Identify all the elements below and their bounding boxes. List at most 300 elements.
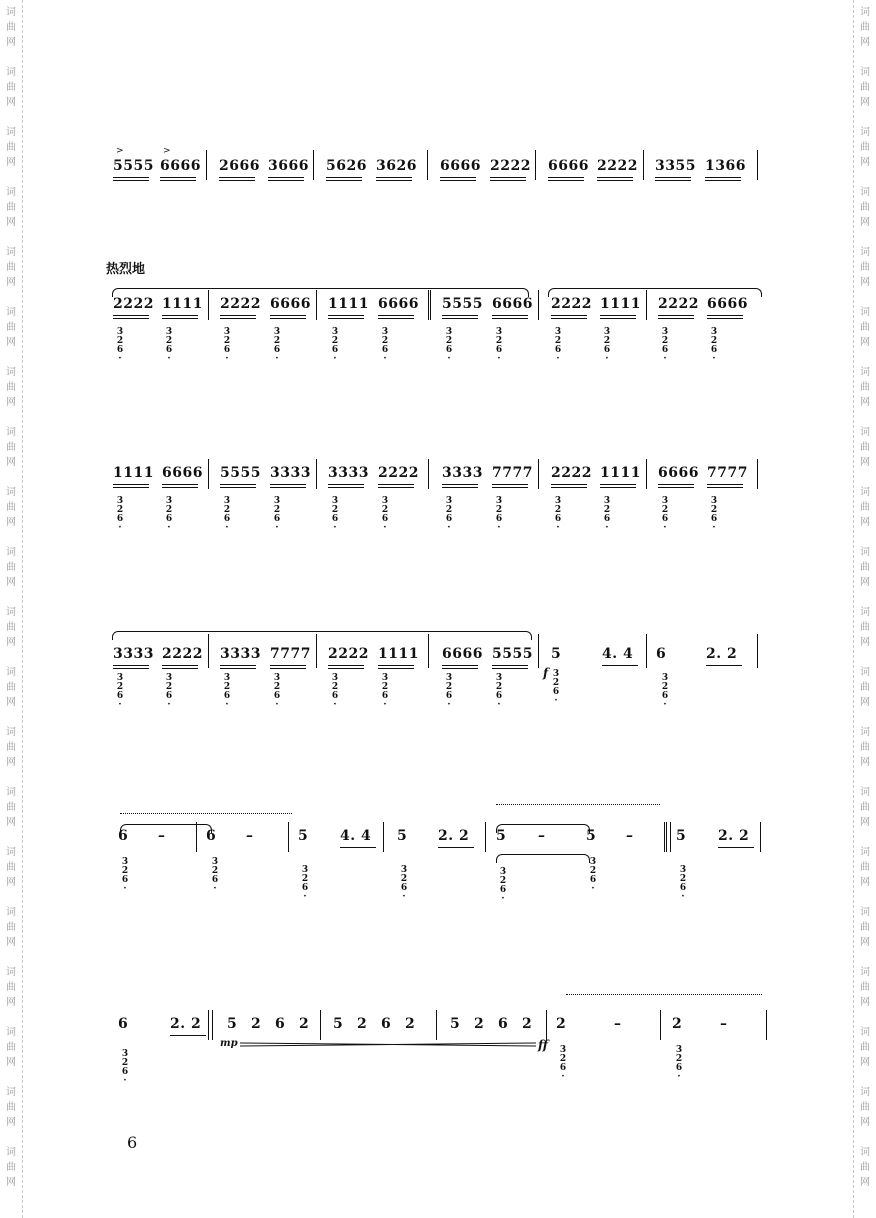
octave-dot: · [663, 700, 667, 710]
chord-digit: 3 [559, 1045, 567, 1055]
chord-stack [222, 674, 232, 710]
chord-digit: 6 [445, 345, 453, 355]
bar-line [208, 634, 209, 668]
chord-digit: 6 [445, 514, 453, 524]
watermark-char: 词 [860, 307, 870, 318]
underline-beam [270, 484, 306, 485]
octave-dot: · [447, 700, 451, 710]
chord-digit: 3 [445, 673, 453, 683]
note-group: 5 [676, 828, 687, 844]
bar-line [757, 150, 758, 180]
chord-stack [660, 674, 670, 710]
chord-digit: 3 [381, 496, 389, 506]
chord-stack [330, 674, 340, 710]
octave-dot: · [333, 700, 337, 710]
watermark-char: 曲 [860, 922, 870, 933]
chord-digit: 3 [589, 857, 597, 867]
bar-line [664, 822, 665, 852]
underline-beam [376, 180, 412, 181]
octave-dot: · [167, 523, 171, 533]
note-group: – [158, 828, 166, 844]
chord-digit: 6 [116, 345, 124, 355]
watermark-char: 词 [6, 907, 16, 918]
chord-digit: 3 [211, 857, 219, 867]
octave-dot: · [383, 700, 387, 710]
watermark-char: 词 [860, 1027, 870, 1038]
chord-digit: 3 [499, 867, 507, 877]
chord-digit: 3 [273, 327, 281, 337]
watermark-char: 网 [6, 1177, 16, 1188]
chord-digit: 6 [273, 514, 281, 524]
watermark-char: 词 [6, 67, 16, 78]
underline-beam [160, 177, 196, 178]
bar-line [646, 459, 647, 489]
watermark-char: 词 [860, 607, 870, 618]
chord-stack [300, 866, 310, 902]
octave-dot: · [123, 1076, 127, 1086]
watermark-char: 词 [6, 1087, 16, 1098]
note-group: 5 [551, 646, 562, 662]
tremolo-line [120, 813, 292, 820]
underline-beam [113, 180, 149, 181]
octave-dot: · [556, 354, 560, 364]
watermark-char: 网 [860, 337, 870, 348]
chord-digit: 2 [400, 874, 408, 884]
chord-digit: 2 [381, 336, 389, 346]
bar-line [208, 290, 209, 320]
octave-dot: · [225, 354, 229, 364]
watermark-char: 网 [860, 757, 870, 768]
chord-digit: 2 [165, 336, 173, 346]
watermark-char: 网 [6, 37, 16, 48]
chord-digit: 6 [211, 875, 219, 885]
bar-line [208, 459, 209, 489]
underline-beam [376, 177, 412, 178]
note-group: 2 [522, 1016, 533, 1032]
chord-digit: 6 [400, 883, 408, 893]
watermark-char: 曲 [6, 382, 16, 393]
note-group: 2 [474, 1016, 485, 1032]
watermark-char: 曲 [6, 82, 16, 93]
chord-digit: 3 [331, 673, 339, 683]
chord-digit: 3 [661, 673, 669, 683]
note-group: 1111 [378, 646, 419, 662]
note-group: 5 [333, 1016, 344, 1032]
chord-digit: 2 [301, 874, 309, 884]
chord-digit: 6 [165, 345, 173, 355]
chord-digit: 3 [381, 673, 389, 683]
underline-beam [340, 847, 376, 848]
chord-digit: 3 [381, 327, 389, 337]
chord-digit: 3 [116, 327, 124, 337]
chord-digit: 2 [603, 336, 611, 346]
watermark-char: 网 [860, 37, 870, 48]
chord-stack [120, 858, 130, 894]
chord-digit: 2 [661, 336, 669, 346]
chord-stack [330, 328, 340, 364]
bar-line [643, 150, 644, 180]
underline-beam [328, 315, 364, 316]
bar-line [485, 822, 486, 852]
chord-stack [498, 868, 508, 904]
underline-beam [548, 180, 584, 181]
watermark-char: 曲 [6, 22, 16, 33]
bar-line [313, 150, 314, 180]
octave-dot: · [447, 354, 451, 364]
octave-dot: · [123, 884, 127, 894]
underline-beam [706, 665, 742, 666]
chord-digit: 3 [116, 496, 124, 506]
chord-digit: 2 [273, 336, 281, 346]
octave-dot: · [275, 700, 279, 710]
watermark-char: 词 [860, 1087, 870, 1098]
watermark-char: 词 [6, 547, 16, 558]
chord-stack [602, 328, 612, 364]
watermark-char: 网 [860, 217, 870, 228]
octave-dot: · [605, 354, 609, 364]
note-group: 6 [206, 828, 217, 844]
bar-line [660, 1010, 661, 1040]
note-group: 2222 [328, 646, 369, 662]
watermark-char: 网 [860, 397, 870, 408]
underline-beam [597, 180, 633, 181]
watermark-char: 网 [860, 637, 870, 648]
note-group: 3333 [328, 465, 369, 481]
chord-digit: 2 [675, 1054, 683, 1064]
watermark-char: 网 [6, 157, 16, 168]
watermark-char: 曲 [860, 982, 870, 993]
chord-digit: 3 [223, 496, 231, 506]
note-group: 2222 [162, 646, 203, 662]
watermark-char: 词 [860, 487, 870, 498]
note-group: 6 [118, 1016, 129, 1032]
chord-digit: 3 [710, 327, 718, 337]
watermark-char: 词 [6, 1027, 16, 1038]
underline-beam [270, 665, 306, 666]
underline-beam [548, 177, 584, 178]
note-group: 2666 [219, 158, 260, 174]
chord-stack [164, 497, 174, 533]
chord-digit: 3 [301, 865, 309, 875]
note-group: 4. 4 [602, 646, 634, 662]
note-group: 2222 [220, 296, 261, 312]
note-group: – [538, 828, 546, 844]
watermark-char: 曲 [860, 22, 870, 33]
bar-line [383, 822, 384, 852]
underline-beam [162, 487, 198, 488]
watermark-char: 曲 [6, 802, 16, 813]
chord-digit: 6 [223, 514, 231, 524]
watermark-char: 曲 [6, 982, 16, 993]
chord-digit: 6 [710, 514, 718, 524]
octave-dot: · [213, 884, 217, 894]
watermark-char: 网 [860, 277, 870, 288]
note-group: 3666 [268, 158, 309, 174]
underline-beam [220, 318, 256, 319]
watermark-char: 曲 [860, 1042, 870, 1053]
underline-beam [378, 484, 414, 485]
chord-digit: 3 [495, 673, 503, 683]
underline-beam [268, 180, 304, 181]
bar-line [208, 1010, 209, 1040]
chord-digit: 3 [661, 496, 669, 506]
chord-digit: 2 [554, 336, 562, 346]
underline-beam [328, 487, 364, 488]
watermark-char: 网 [860, 697, 870, 708]
underline-beam [718, 847, 754, 848]
watermark-char: 词 [6, 487, 16, 498]
watermark-char: 网 [860, 1177, 870, 1188]
chord-stack [444, 674, 454, 710]
note-group: 3626 [376, 158, 417, 174]
underline-beam [440, 177, 476, 178]
chord-digit: 3 [165, 496, 173, 506]
octave-dot: · [275, 354, 279, 364]
note-group: 6666 [707, 296, 748, 312]
chord-digit: 3 [121, 857, 129, 867]
bar-line [760, 822, 761, 852]
chord-stack [678, 866, 688, 902]
chord-digit: 6 [273, 345, 281, 355]
chord-stack [115, 328, 125, 364]
watermark-char: 网 [6, 577, 16, 588]
chord-digit: 2 [495, 505, 503, 515]
underline-beam [551, 484, 587, 485]
chord-stack [674, 1046, 684, 1082]
note-group: 2. 2 [706, 646, 738, 662]
watermark-char: 曲 [6, 682, 16, 693]
chord-stack [115, 497, 125, 533]
watermark-char: 曲 [860, 562, 870, 573]
note-group: 5 [450, 1016, 461, 1032]
chord-digit: 3 [554, 327, 562, 337]
chord-digit: 6 [499, 885, 507, 895]
note-group: 5 [298, 828, 309, 844]
chord-stack [164, 674, 174, 710]
watermark-char: 曲 [6, 862, 16, 873]
underline-beam [551, 318, 587, 319]
chord-digit: 6 [301, 883, 309, 893]
chord-digit: 6 [661, 345, 669, 355]
chord-digit: 2 [559, 1054, 567, 1064]
octave-dot: · [225, 700, 229, 710]
chord-digit: 6 [710, 345, 718, 355]
chord-digit: 6 [495, 345, 503, 355]
underline-beam [600, 318, 636, 319]
bar-line [535, 150, 536, 180]
chord-digit: 2 [710, 505, 718, 515]
note-group: 5555 [113, 158, 154, 174]
chord-stack [222, 328, 232, 364]
bar-line [196, 822, 197, 852]
watermark-char: 曲 [6, 1162, 16, 1173]
underline-beam [492, 315, 528, 316]
underline-beam [705, 177, 741, 178]
chord-digit: 2 [495, 336, 503, 346]
chord-digit: 6 [273, 691, 281, 701]
chord-digit: 6 [603, 345, 611, 355]
tremolo-line [566, 994, 762, 1001]
watermark-char: 曲 [860, 202, 870, 213]
note-group: 2222 [597, 158, 638, 174]
chord-stack [399, 866, 409, 902]
underline-beam [492, 484, 528, 485]
underline-beam [492, 318, 528, 319]
underline-beam [328, 318, 364, 319]
chord-digit: 3 [552, 669, 560, 679]
underline-beam [442, 668, 478, 669]
underline-beam [490, 180, 526, 181]
watermark-char: 网 [860, 577, 870, 588]
underline-beam [378, 668, 414, 669]
watermark-char: 曲 [6, 262, 16, 273]
note-group: 5 [227, 1016, 238, 1032]
tie [496, 854, 590, 863]
octave-dot: · [167, 700, 171, 710]
note-group: 2222 [490, 158, 531, 174]
underline-beam [378, 315, 414, 316]
bar-line [316, 459, 317, 489]
underline-beam [442, 315, 478, 316]
chord-digit: 6 [331, 514, 339, 524]
chord-stack [660, 328, 670, 364]
score-system-3 [0, 465, 876, 545]
underline-beam [658, 315, 694, 316]
chord-digit: 3 [116, 673, 124, 683]
chord-stack [380, 674, 390, 710]
note-group: 2. 2 [438, 828, 470, 844]
note-group: 6666 [548, 158, 589, 174]
bar-line [316, 634, 317, 668]
note-group: 6666 [442, 646, 483, 662]
watermark-char: 词 [6, 1147, 16, 1158]
chord-stack [444, 497, 454, 533]
chord-digit: 2 [381, 682, 389, 692]
chord-digit: 2 [499, 876, 507, 886]
watermark-char: 词 [860, 367, 870, 378]
watermark-char: 网 [6, 517, 16, 528]
watermark-char: 曲 [860, 1102, 870, 1113]
watermark-char: 词 [860, 427, 870, 438]
octave-dot: · [663, 354, 667, 364]
chord-digit: 3 [121, 1049, 129, 1059]
octave-dot: · [591, 884, 595, 894]
watermark-char: 曲 [860, 1162, 870, 1173]
score-system-6 [0, 1016, 876, 1096]
bar-line [428, 459, 429, 489]
chord-stack [551, 670, 561, 706]
underline-beam [378, 318, 414, 319]
note-group: 5555 [442, 296, 483, 312]
tie [120, 824, 212, 833]
chord-digit: 6 [679, 883, 687, 893]
note-group: – [614, 1016, 622, 1032]
phrase-slur [112, 631, 532, 640]
watermark-char: 曲 [860, 442, 870, 453]
chord-digit: 2 [445, 505, 453, 515]
octave-dot: · [561, 1072, 565, 1082]
watermark-char: 曲 [6, 562, 16, 573]
chord-stack [272, 328, 282, 364]
octave-dot: · [677, 1072, 681, 1082]
octave-dot: · [554, 696, 558, 706]
chord-digit: 6 [552, 687, 560, 697]
chord-digit: 2 [331, 336, 339, 346]
tremolo-line [496, 804, 660, 811]
chord-digit: 6 [554, 514, 562, 524]
underline-beam [655, 177, 691, 178]
note-group: 6 [275, 1016, 286, 1032]
watermark-char: 网 [6, 757, 16, 768]
chord-stack [164, 328, 174, 364]
chord-digit: 6 [675, 1063, 683, 1073]
watermark-char: 网 [860, 997, 870, 1008]
note-group: – [626, 828, 634, 844]
watermark-char: 词 [6, 7, 16, 18]
note-group: 1111 [113, 465, 154, 481]
watermark-char: 曲 [6, 922, 16, 933]
watermark-char: 词 [6, 787, 16, 798]
watermark-char: 网 [860, 937, 870, 948]
underline-beam [707, 318, 743, 319]
chord-digit: 2 [710, 336, 718, 346]
note-group: 6666 [492, 296, 533, 312]
note-group: 1111 [600, 465, 641, 481]
underline-beam [707, 315, 743, 316]
chord-digit: 2 [679, 874, 687, 884]
chord-stack [272, 674, 282, 710]
note-group: 2 [672, 1016, 683, 1032]
watermark-char: 词 [860, 247, 870, 258]
underline-beam [162, 315, 198, 316]
chord-digit: 3 [675, 1045, 683, 1055]
bar-line [206, 150, 207, 180]
bar-line [316, 290, 317, 320]
watermark-char: 词 [860, 967, 870, 978]
chord-digit: 3 [223, 673, 231, 683]
note-group: 2 [556, 1016, 567, 1032]
underline-beam [326, 180, 362, 181]
watermark-char: 词 [6, 247, 16, 258]
underline-beam [328, 668, 364, 669]
note-group: 3333 [113, 646, 154, 662]
score-system-5 [0, 828, 876, 913]
chord-digit: 3 [223, 327, 231, 337]
bar-line [646, 634, 647, 668]
underline-beam [220, 668, 256, 669]
bar-line [670, 822, 671, 852]
watermark-char: 网 [6, 337, 16, 348]
chord-digit: 6 [331, 691, 339, 701]
chord-digit: 2 [603, 505, 611, 515]
chord-digit: 2 [165, 505, 173, 515]
watermark-char: 网 [6, 1117, 16, 1128]
chord-stack [272, 497, 282, 533]
note-group: 1366 [705, 158, 746, 174]
chord-stack [330, 497, 340, 533]
underline-beam [220, 665, 256, 666]
chord-digit: 2 [121, 1058, 129, 1068]
watermark-char: 曲 [860, 82, 870, 93]
chord-digit: 6 [165, 691, 173, 701]
bar-line [538, 634, 539, 668]
chord-stack [709, 497, 719, 533]
bar-line [666, 822, 667, 852]
watermark-char: 网 [860, 1057, 870, 1068]
accent-mark: > [116, 146, 124, 156]
chord-digit: 6 [223, 345, 231, 355]
underline-beam [162, 484, 198, 485]
